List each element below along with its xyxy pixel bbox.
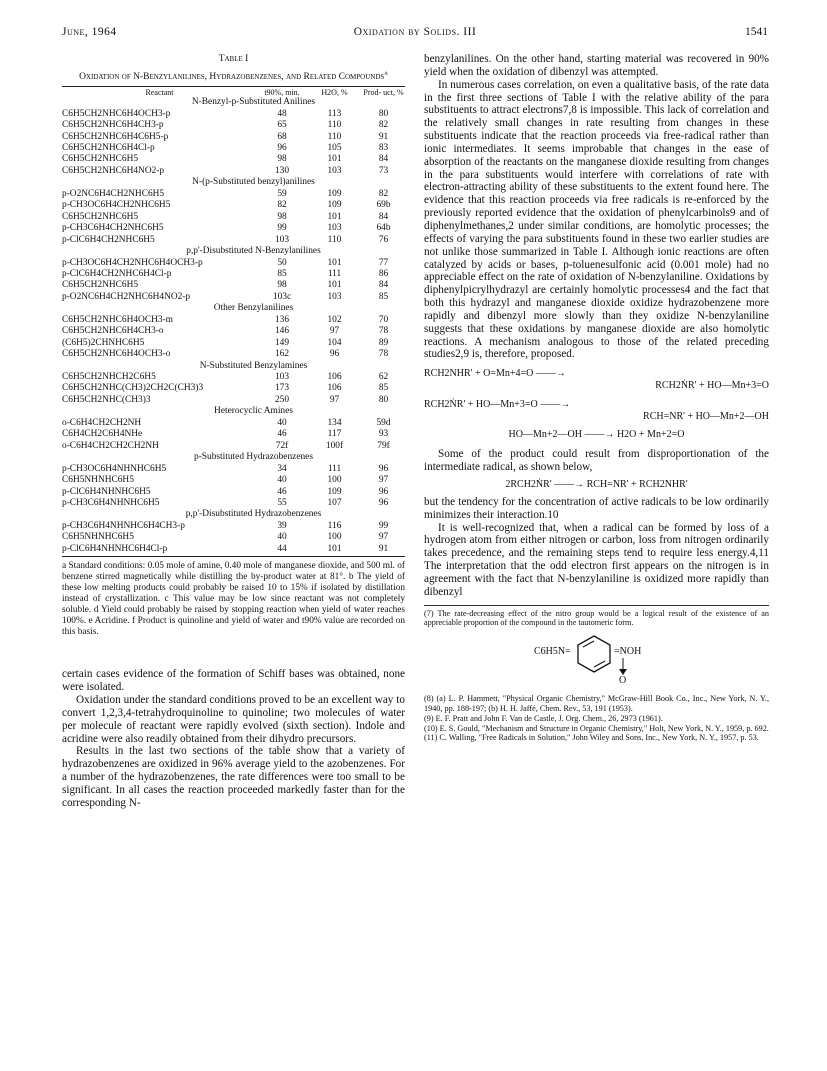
table-row	[62, 223, 405, 234]
table-section-heading	[62, 361, 405, 372]
product-cell: 83	[378, 142, 389, 153]
table-row	[62, 464, 405, 475]
table-section-heading	[62, 452, 405, 463]
reactant-cell: C6H4CH2C6H4NHe	[62, 429, 143, 440]
time-cell: 82	[277, 200, 287, 211]
equation-2	[424, 399, 769, 425]
product-cell: 86	[378, 268, 389, 279]
water-cell: 101	[327, 154, 342, 165]
right-paragraph-5: It is well-recognized that, when a radical can be formed by loss of a hydrogen atom from either nitrogen or carbon, loss from nitrogen ordinarily takes precedence, and the remaining steps tend to require less energy.4,11 The interpretation that the odd electron first appears on the nitrogen is in agreement with the fact that N-benzylaniline is oxidized more rapidly than dibenzyl	[424, 521, 769, 598]
section-title: p,p'-Disubstituted N-Benzylanilines	[186, 246, 321, 257]
reactant-cell: o-C6H4CH2CH2NH	[62, 417, 142, 428]
reactant-cell: p-O2NC6H4CH2NHC6H4NO2-p	[62, 291, 191, 302]
water-cell: 103	[327, 223, 342, 234]
reactant-cell: C6H5CH2NHC6H4CH3-p	[62, 120, 164, 131]
reactant-cell: p-ClC6H4NHNHC6H4Cl-p	[62, 543, 168, 554]
time-cell: 44	[277, 543, 287, 554]
right-body-text	[424, 53, 769, 361]
table-row	[62, 475, 405, 486]
time-cell: 68	[277, 131, 287, 142]
time-cell: 39	[277, 520, 287, 531]
time-cell: 149	[274, 337, 290, 348]
product-cell: 84	[378, 154, 389, 165]
water-cell: 104	[327, 337, 342, 348]
product-cell: 64b	[376, 223, 391, 234]
table-section-heading	[62, 177, 405, 188]
table-row	[62, 154, 405, 165]
water-cell: 111	[327, 268, 342, 279]
table-row	[62, 395, 405, 406]
product-cell: 97	[378, 532, 389, 543]
water-cell: 116	[327, 520, 342, 531]
time-cell: 250	[274, 394, 290, 405]
reactant-cell: C6H5CH2NHC6H4Cl-p	[62, 142, 155, 153]
table-rule-bottom	[62, 556, 405, 557]
right-paragraph-1: benzylanilines. On the other hand, starting material was recovered in 90% yield when the oxidation of dibenzyl was attempted.	[424, 53, 769, 78]
table-section-heading	[62, 303, 405, 314]
time-cell: 173	[274, 383, 290, 394]
table-row	[62, 200, 405, 211]
table-section-heading	[62, 406, 405, 417]
product-cell: 76	[378, 234, 389, 245]
equation-1	[424, 368, 769, 394]
footnote-8: (8) (a) L. P. Hammett, "Physical Organic Chemistry," McGraw-Hill Book Co., Inc., New York, N. Y., 1940, pp. 188-197; (b) H. H. Jaffé, Chem. Rev., 53, 191 (1953).	[424, 694, 769, 714]
footnote-7: (7) The rate-decreasing effect of the nitro group would be a logical result of the existence of an appreciable proportion of the compound in the tautomeric form.	[424, 608, 769, 628]
water-cell: 109	[327, 486, 342, 497]
table-row	[62, 498, 405, 509]
water-cell: 97	[329, 326, 340, 337]
reactant-cell: p-O2NC6H4CH2NHC6H5	[62, 188, 165, 199]
table-row	[62, 143, 405, 154]
water-cell: 106	[327, 372, 342, 383]
table-row	[62, 372, 405, 383]
col-water: H2O, %	[321, 88, 348, 98]
col-reactant: Reactant	[145, 88, 174, 98]
reactant-cell: C6H5CH2NHC6H4NO2-p	[62, 165, 165, 176]
time-cell: 48	[277, 108, 287, 119]
reactant-cell: p-CH3OC6H4NHNHC6H5	[62, 463, 167, 474]
table-row	[62, 487, 405, 498]
table-section-heading	[62, 246, 405, 257]
table-row	[62, 212, 405, 223]
reactant-cell: p-CH3OC6H4CH2NHC6H4OCH3-p	[62, 257, 203, 268]
water-cell: 109	[327, 188, 342, 199]
structure-right-label: =NOH	[614, 646, 642, 658]
reactant-cell: (C6H5)2CHNHC6H5	[62, 337, 145, 348]
col-time: t90%, min.	[264, 88, 300, 98]
table-row	[62, 338, 405, 349]
tautomer-structure	[424, 634, 769, 688]
running-header	[62, 26, 768, 44]
table-caption-text: Oxidation of N-Benzylanilines, Hydrazobenzenes, and Related Compounds	[79, 72, 385, 83]
product-cell: 80	[378, 394, 389, 405]
table-row	[62, 189, 405, 200]
footnote-9: (9) E. F. Pratt and John F. Van de Castle, J. Org. Chem., 26, 2973 (1961).	[424, 713, 663, 723]
reactant-cell: C6H5CH2NHC6H5	[62, 211, 139, 222]
time-cell: 99	[277, 223, 287, 234]
section-title: N-Substituted Benzylamines	[199, 360, 308, 371]
water-cell: 101	[327, 280, 342, 291]
product-cell: 78	[378, 349, 389, 360]
table-section-heading	[62, 97, 405, 108]
water-cell: 102	[327, 314, 342, 325]
data-table	[62, 88, 405, 555]
product-cell: 69b	[376, 200, 391, 211]
water-cell: 134	[327, 417, 342, 428]
time-cell: 136	[274, 314, 290, 325]
product-cell: 84	[378, 211, 389, 222]
section-title: Other Benzylanilines	[213, 303, 294, 314]
reactant-cell: C6H5CH2NHC6H4OCH3-m	[62, 314, 173, 325]
water-cell: 117	[327, 429, 342, 440]
reactant-cell: C6H5CH2NHCH2C6H5	[62, 372, 156, 383]
water-cell: 103	[327, 291, 342, 302]
product-cell: 89	[378, 337, 389, 348]
time-cell: 40	[277, 417, 287, 428]
time-cell: 103	[274, 234, 290, 245]
reactant-cell: p-ClC6H4CH2NHC6H5	[62, 234, 155, 245]
water-cell: 111	[327, 463, 342, 474]
table-row	[62, 349, 405, 360]
reactant-cell: p-CH3C6H4NHNHC6H5	[62, 498, 160, 509]
time-cell: 98	[277, 280, 287, 291]
product-cell: 79f	[377, 440, 390, 451]
table-row	[62, 418, 405, 429]
left-column	[62, 53, 405, 810]
water-cell: 97	[329, 394, 340, 405]
time-cell: 59	[277, 188, 287, 199]
water-cell: 100	[327, 532, 342, 543]
time-cell: 85	[277, 268, 287, 279]
reactant-cell: C6H5CH2NHC6H5	[62, 154, 139, 165]
col-product: Prod- uct, %	[363, 88, 404, 98]
time-cell: 146	[274, 326, 290, 337]
table-row	[62, 326, 405, 337]
table-row	[62, 532, 405, 543]
equation-1-right: RCH2ṄR' + HO—Mn+3=O	[655, 380, 769, 392]
table-row	[62, 235, 405, 246]
table-row	[62, 109, 405, 120]
time-cell: 162	[274, 349, 290, 360]
time-cell: 103	[274, 372, 290, 383]
footnote-10: (10) E. S. Gould, "Mechanism and Structure in Organic Chemistry," Holt, New York, N. Y., 1959, p. 692.	[424, 723, 769, 733]
water-cell: 106	[327, 383, 342, 394]
product-cell: 77	[378, 257, 389, 268]
table-section-heading	[62, 509, 405, 520]
table-row	[62, 258, 405, 269]
table-rule-top	[62, 86, 405, 87]
left-paragraph-3: Results in the last two sections of the table show that a variety of hydrazobenzenes are oxidized in 96% average yield to the azobenzenes. For a number of the hydrazobenzenes, the rate differences were too small to be significant. In all cases the reaction proceeded markedly faster than for the corresponding N-	[62, 745, 405, 809]
product-cell: 96	[378, 498, 389, 509]
product-cell: 78	[378, 326, 389, 337]
table-footnotes: a Standard conditions: 0.05 mole of amine, 0.40 mole of manganese dioxide, and 500 ml. of benzene stirred magnetically while distilling the by-product water at 81°. b The yield of these low melting products could probably be raised 10 to 15% if isolated by distillation instead of crystallization. c This value may be low since reactant was not completely soluble. d Yield could probably be raised by stopping reaction when yield of water reaches 100%. e Acridine. f Product is quinoline and yield of water and t90% value are recorded on this basis.	[62, 561, 405, 638]
equation-2-left: RCH2ṄR' + HO—Mn+3=O ——→	[424, 399, 571, 411]
product-cell: 70	[378, 314, 389, 325]
reactant-cell: C6H5CH2NHC6H4CH3-o	[62, 326, 164, 337]
footnote-11: (11) C. Walling, "Free Radicals in Solution," John Wiley and Sons, Inc., New York, N. Y., 1957, p. 53.	[424, 733, 759, 743]
water-cell: 100f	[325, 440, 344, 451]
time-cell: 130	[274, 165, 290, 176]
table-caption	[62, 53, 405, 83]
time-cell: 103c	[272, 291, 292, 302]
benzene-ring-icon	[574, 634, 614, 674]
time-cell: 98	[277, 211, 287, 222]
time-cell: 72f	[275, 440, 289, 451]
time-cell: 46	[277, 486, 287, 497]
section-title: Heterocyclic Amines	[214, 406, 293, 417]
table-row	[62, 120, 405, 131]
water-cell: 107	[327, 498, 342, 509]
water-cell: 101	[327, 257, 342, 268]
table-row	[62, 280, 405, 291]
water-cell: 110	[327, 234, 342, 245]
time-cell: 50	[277, 257, 287, 268]
structure-left-label: C6H5N=	[534, 646, 571, 658]
table-row	[62, 315, 405, 326]
reactant-cell: p-ClC6H4NHNHC6H5	[62, 486, 151, 497]
table-header-row	[62, 88, 405, 97]
product-cell: 96	[378, 486, 389, 497]
product-cell: 82	[378, 188, 389, 199]
section-title: N-(p-Substituted benzyl)anilines	[192, 177, 315, 188]
reactant-cell: C6H5CH2NHC(CH3)3	[62, 394, 151, 405]
equation-3: HO—Mn+2—OH ——→ H2O + Mn+2=O	[508, 429, 685, 441]
reactant-cell: C6H5CH2NHC6H4OCH3-o	[62, 349, 171, 360]
table-row	[62, 383, 405, 394]
reactant-cell: C6H5CH2NHC6H5	[62, 280, 139, 291]
header-title: Oxidation by Solids. III	[353, 26, 477, 38]
table-row	[62, 544, 405, 555]
time-cell: 40	[277, 475, 287, 486]
product-cell: 59d	[376, 417, 391, 428]
table-row	[62, 166, 405, 177]
time-cell: 96	[277, 142, 287, 153]
table-row	[62, 269, 405, 280]
right-paragraph-2: In numerous cases correlation, on even a qualitative basis, of the rate data in the first three sections of Table I with the relative ability of the para substituents to attract electrons7,8 is impossible. This lack of correlation and the relatively small changes in rate resulting from changes in these substituents indicate that the reaction proceeds via free-radical rather than ionic intermediates. It seems improbable that changes in the ease of absorption of the reactants on the manganese dioxide resulting from changes in the para substituents would interfere with correlations of rate with electron-attracting ability of these substituents to the extent found here. The evidence that this reaction proceeds via free radicals is re-enforced by the previously reported evidence that the oxidation of phenylcarbinols9 and of diphenylmethanes,2 under similar conditions, are homolytic processes; the effects of varying the para substituents found in these two earlier studies are not unlike those summarized in Table I. Although ionic reactions are often catalyzed by acids or bases, p-toluenesulfonic acid (0.001 mole) had no appreciable effect on the rate of oxidation of N-benzylaniline. Oxidations by diphenylpicrylhydrazyl are certainly homolytic processes4 and the fact that both this hydrazyl and manganese dioxide oxidize hydrazobenzene more rapidly and dibenzyl more slowly than they oxidize N-benzylaniline suggests that these oxidations by manganese dioxide are also homolytic reactions. A mechanism analogous to those of the related preceding studies2,9 is, therefore, proposed.	[424, 78, 769, 361]
product-cell: 73	[378, 165, 389, 176]
equation-2-right: RCH=NR' + HO—Mn+2—OH	[643, 411, 769, 423]
time-cell: 40	[277, 532, 287, 543]
section-title: p-Substituted Hydrazobenzenes	[194, 452, 313, 463]
reactant-cell: p-CH3OC6H4CH2NHC6H5	[62, 200, 171, 211]
product-cell: 62	[378, 372, 389, 383]
left-paragraph-1: certain cases evidence of the formation of Schiff bases was obtained, none were isolated.	[62, 668, 405, 694]
reactant-cell: p-ClC6H4CH2NHC6H4Cl-p	[62, 268, 172, 279]
table-row	[62, 521, 405, 532]
section-title: N-Benzyl-p-Substituted Anilines	[191, 97, 316, 108]
table-caption-mark: a	[384, 69, 388, 77]
right-paragraph-3: Some of the product could result from disproportionation of the intermediate radical, as shown below,	[424, 448, 769, 474]
product-cell: 91	[378, 131, 389, 142]
page-number: 1541	[745, 26, 768, 38]
water-cell: 101	[327, 543, 342, 554]
water-cell: 110	[327, 131, 342, 142]
reactant-cell: p-CH3C6H4NHNHC6H4CH3-p	[62, 520, 185, 531]
right-column	[424, 53, 769, 743]
reactant-cell: p-CH3C6H4CH2NHC6H5	[62, 223, 164, 234]
water-cell: 113	[327, 108, 342, 119]
water-cell: 101	[327, 211, 342, 222]
table-row	[62, 429, 405, 440]
reactant-cell: C6H5CH2NHC(CH3)2CH2C(CH3)3	[62, 383, 204, 394]
product-cell: 82	[378, 120, 389, 131]
water-cell: 100	[327, 475, 342, 486]
time-cell: 34	[277, 463, 287, 474]
structure-oxygen: O	[619, 675, 627, 687]
water-cell: 105	[327, 142, 342, 153]
product-cell: 84	[378, 280, 389, 291]
time-cell: 98	[277, 154, 287, 165]
water-cell: 103	[327, 165, 342, 176]
table-row	[62, 441, 405, 452]
reactant-cell: C6H5CH2NHC6H4OCH3-p	[62, 108, 171, 119]
left-paragraph-2: Oxidation under the standard conditions proved to be an excellent way to convert 1,2,3,4-tetrahydroquinoline to quinoline; two molecules of water per molecule of reactant were rapidly evolved (sixth section). Indole and acridine were also readily obtained from their dihydro precursors.	[62, 693, 405, 745]
table-row	[62, 132, 405, 143]
header-date: June, 1964	[62, 26, 117, 38]
water-cell: 109	[327, 200, 342, 211]
time-cell: 55	[277, 498, 287, 509]
footnote-divider	[424, 605, 769, 606]
product-cell: 97	[378, 475, 389, 486]
reactant-cell: o-C6H4CH2CH2CH2NH	[62, 440, 159, 451]
reactant-cell: C6H5NHNHC6H5	[62, 532, 134, 543]
product-cell: 96	[378, 463, 389, 474]
product-cell: 91	[378, 543, 389, 554]
reactant-cell: C6H5CH2NHC6H4C6H5-p	[62, 131, 169, 142]
table-title: Table I	[218, 54, 249, 64]
section-title: p,p'-Disubstituted Hydrazobenzenes	[185, 509, 322, 520]
water-cell: 96	[329, 349, 340, 360]
product-cell: 80	[378, 108, 389, 119]
product-cell: 99	[378, 520, 389, 531]
reactant-cell: C6H5NHNHC6H5	[62, 475, 134, 486]
equation-1-left: RCH2NHR' + O=Mn+4=O ——→	[424, 368, 566, 380]
product-cell: 85	[378, 383, 389, 394]
time-cell: 46	[277, 429, 287, 440]
right-paragraph-4: but the tendency for the concentration of active radicals to be low ordinarily minimizes their interaction.10	[424, 495, 769, 521]
water-cell: 110	[327, 120, 342, 131]
product-cell: 93	[378, 429, 389, 440]
left-body-text	[62, 668, 405, 809]
table-row	[62, 292, 405, 303]
time-cell: 65	[277, 120, 287, 131]
equation-4: 2RCH2ṄR' ——→ RCH=NR' + RCH2NHR'	[505, 478, 688, 490]
arrow-down-icon	[618, 658, 628, 676]
product-cell: 85	[378, 291, 389, 302]
